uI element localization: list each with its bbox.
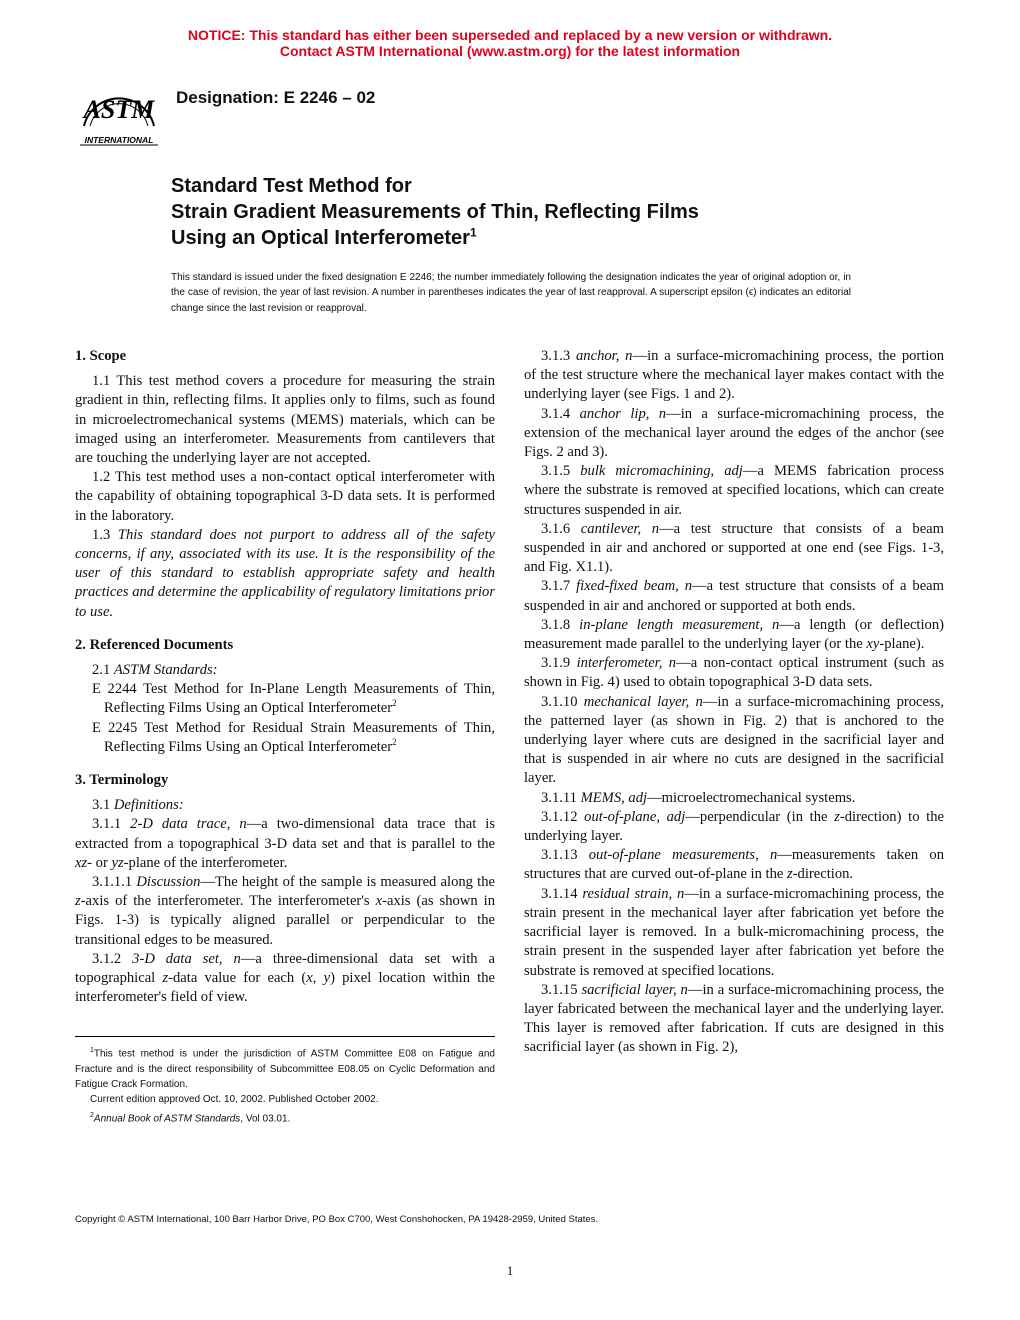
def-3-1-3	[524, 347, 944, 405]
reference-e2244	[75, 680, 495, 718]
def-3-1-9	[524, 654, 944, 692]
para-1-3	[75, 526, 495, 622]
terminology-heading: 3. Terminology	[75, 772, 169, 789]
def-3-1-1	[75, 815, 495, 873]
def-num: 3.1.11	[541, 789, 581, 806]
document-title	[171, 173, 931, 251]
def-text: -data value for each (	[168, 970, 307, 987]
def-num: 3.1.13	[541, 847, 589, 864]
logo-caption: INTERNATIONAL	[84, 135, 154, 145]
def-text: -plane).	[879, 636, 925, 653]
def-text: —a three-dimensional data set with a topographical	[75, 950, 495, 987]
def-3-1-10	[524, 693, 944, 789]
def-text: or	[92, 854, 112, 871]
scope-heading: 1. Scope	[75, 348, 127, 364]
def-term: sacrificial layer, n	[581, 981, 688, 998]
para-3-1	[75, 796, 495, 815]
def-text: —measurements taken on structures that are curved out-of-plane in the	[524, 847, 944, 883]
para-1-3-text: This standard does not purport to address all of the safety concerns, if any, associated with its use. It is the responsibility of the user of this standard to establish appropriate safety and health practices and determine the applicability of regulatory limitations prior to use.	[75, 526, 495, 620]
page-number: 1	[506, 1263, 514, 1278]
astm-logo	[76, 74, 162, 150]
def-text: —in a surface-micromachining process, the extension of the mechanical layer around the edges of the anchor (see Figs. 2 and 3).	[524, 405, 944, 461]
def-3-1-5	[524, 462, 944, 520]
referenced-heading: 2. Referenced Documents	[75, 636, 234, 653]
def-3-1-2	[75, 950, 495, 1008]
def-text: -axis of the interferometer. The interferometer's	[80, 893, 376, 910]
footnote-edition: Current edition approved Oct. 10, 2002. Published October 2002.	[90, 1094, 379, 1106]
para-1-1: 1.1 This test method covers a procedure for measuring the strain gradient in thin, reflecting films. It applies only to films, such as found in microelectromechanical systems (MEMS) materials, which can be imaged using an interferometer. Measurements from cantilevers that are touching the underlying layer are not accepted.	[75, 373, 495, 467]
right-column	[524, 347, 944, 1058]
title-footnote-mark: 1	[469, 225, 477, 240]
def-italic: yz	[111, 854, 124, 871]
copyright-line: Copyright © ASTM International, 100 Barr Harbor Drive, PO Box C700, West Conshohocken, PA 19428-2959, United States.	[75, 1214, 599, 1225]
para-2-1-text: ASTM Standards:	[113, 662, 218, 679]
reference-e2245-fn: 2	[392, 737, 397, 747]
def-text: —in a surface-micromachining process, the strain present in the mechanical layer after fabrication yet before the sacrificial layer is removed. In a bulk-micromachining process, the strain present in the suspended layer after fabrication yet before the substrate is removed at specified locations.	[524, 885, 944, 979]
def-text: —a MEMS fabrication process where the substrate is removed at specified locations, which can create structures suspended in air.	[524, 463, 944, 518]
issued-note: This standard is issued under the fixed designation E 2246; the number immediately following the designation indicates the year of original adoption or, in the case of revision, the year of last revision. A number in parentheses indicates the year of last reapproval. A superscript epsilon (ϵ) indicates an editorial change since the last revision or reapproval.	[171, 272, 851, 314]
def-text: ) pixel location within the interferometer's field of view.	[75, 970, 496, 1006]
para-1-3-num: 1.3	[92, 526, 118, 543]
def-text: —a test structure that consists of a beam suspended in air and anchored or supported at both ends.	[524, 578, 944, 614]
reference-e2245	[75, 719, 495, 757]
def-num: 3.1.9	[541, 655, 577, 672]
def-3-1-14	[524, 885, 944, 981]
title-line-2: Strain Gradient Measurements of Thin, Reflecting Films	[171, 201, 699, 223]
def-text: -direction) to the underlying layer.	[524, 808, 944, 845]
def-italic: x	[375, 893, 383, 910]
def-text: —a two-dimensional data trace that is extracted from a topographical 3-D data set and that is parallel to the	[75, 816, 495, 852]
def-num: 3.1.2	[92, 950, 133, 967]
def-italic: xz-	[75, 854, 93, 871]
def-term: fixed-fixed beam, n	[576, 578, 693, 595]
def-text: -axis (as shown in Figs. 1-3) is typically aligned parallel or perpendicular to the transitional edges to be measured.	[75, 893, 495, 948]
def-3-1-1-1	[75, 873, 495, 950]
para-3-1-num: 3.1	[92, 797, 114, 814]
def-italic: z	[787, 866, 793, 883]
footnote-2-text: , Vol 03.01.	[240, 1112, 291, 1124]
def-num: 3.1.1.1	[92, 874, 137, 891]
def-3-1-7	[524, 577, 944, 615]
def-term: 2-D data trace, n	[130, 816, 247, 833]
def-text: —in a surface-micromachining process, the patterned layer (as shown in Fig. 2) that is anchored to the underlying layer where cuts are designed in the sacrificial layer and that is suspended in air where no cuts are designed in the sacrificial layer.	[524, 693, 944, 787]
def-italic: z	[75, 893, 81, 910]
def-3-1-4	[524, 405, 944, 463]
notice-line-2: Contact ASTM International (www.astm.org) for the latest information	[279, 43, 741, 59]
footnote-2-italic: Annual Book of ASTM Standards	[93, 1112, 241, 1124]
def-italic: x	[306, 970, 313, 987]
def-3-1-8	[524, 616, 944, 654]
def-num: 3.1.8	[541, 616, 580, 633]
left-column	[75, 347, 495, 1008]
def-term: anchor lip, n	[579, 405, 667, 422]
para-3-1-text: Definitions:	[113, 797, 184, 814]
para-2-1-num: 2.1	[92, 662, 114, 679]
def-term: 3-D data set, n	[132, 950, 241, 967]
def-num: 3.1.5	[541, 463, 581, 480]
def-3-1-12	[524, 808, 944, 846]
def-num: 3.1.15	[541, 981, 582, 998]
supersede-notice	[0, 27, 1020, 59]
reference-e2245-text: E 2245 Test Method for Residual Strain Measurements of Thin, Reflecting Films Using an Optical Interferometer	[92, 719, 495, 755]
notice-line-1: NOTICE: This standard has either been superseded and replaced by a new version or withdrawn.	[187, 27, 833, 43]
def-text: —microelectromechanical systems.	[647, 789, 856, 806]
def-num: 3.1.7	[541, 578, 577, 595]
def-term: residual strain, n	[582, 885, 685, 902]
def-term: cantilever, n	[580, 520, 660, 537]
def-italic: z	[162, 970, 169, 987]
def-term: out-of-plane measurements, n	[588, 847, 778, 864]
reference-e2244-text: E 2244 Test Method for In-Plane Length Measurements of Thin, Reflecting Films Using an Optical Interferometer	[92, 681, 495, 717]
def-term: interferometer, n	[576, 655, 677, 672]
def-term: in-plane length measurement, n	[579, 616, 780, 633]
para-1-2: 1.2 This test method uses a non-contact optical interferometer with the capability of obtaining topographical 3-D data sets. It is performed in the laboratory.	[75, 469, 495, 524]
def-text: —a non-contact optical instrument (such as shown in Fig. 4) used to obtain topographical 3-D data sets.	[524, 655, 945, 691]
def-num: 3.1.6	[541, 520, 581, 537]
def-text: —in a surface-micromachining process, the portion of the test structure where the mechanical layer makes contact with the underlying layer (see Figs. 1 and 2).	[524, 348, 944, 403]
def-3-1-13	[524, 846, 944, 884]
def-text: -plane of the interferometer.	[123, 854, 288, 871]
def-num: 3.1.12	[541, 808, 585, 825]
def-3-1-15	[524, 981, 944, 1058]
title-line-1: Standard Test Method for	[171, 175, 412, 197]
footnote-1-mark: 1	[90, 1047, 94, 1054]
def-text: —perpendicular (in the	[685, 808, 835, 825]
def-italic: xy	[866, 636, 880, 653]
def-text: -direction.	[792, 866, 854, 883]
def-term: anchor, n	[576, 348, 633, 364]
def-italic: z	[834, 808, 840, 825]
def-3-1-6	[524, 520, 944, 578]
para-2-1	[75, 661, 495, 680]
def-term: bulk micromachining, adj	[580, 463, 743, 480]
footnote-2-mark: 2	[90, 1111, 94, 1119]
def-text: —in a surface-micromachining process, the layer fabricated between the mechanical layer and the underlying layer. This layer is removed after fabrication. If cuts are designed in this sacrificial layer (as shown in Fig. 2),	[524, 981, 944, 1056]
def-num: 3.1.4	[541, 405, 580, 422]
def-num: 3.1.1	[92, 816, 131, 833]
footnote-1	[75, 1043, 495, 1092]
def-term: MEMS, adj	[580, 789, 648, 806]
footnote-2	[75, 1108, 495, 1127]
def-num: 3.1.14	[541, 885, 583, 902]
reference-e2244-fn: 2	[392, 698, 397, 709]
def-text: —a test structure that consists of a beam suspended in air and anchored or supported at one end (see Figs. 1-3, and Fig. X1.1).	[524, 520, 944, 576]
def-text: —a length (or deflection) measurement made parallel to the underlying layer (or the	[524, 616, 945, 653]
designation: Designation: E 2246 – 02	[176, 88, 376, 107]
def-num: 3.1.10	[541, 693, 584, 710]
def-term: Discussion	[136, 874, 201, 891]
footnote-1-text: This test method is under the jurisdiction of ASTM Committee E08 on Fatigue and Fracture and is the direct responsibility of Subcommittee E08.05 on Cyclic Deformation and Fatigue Crack Formation.	[75, 1048, 495, 1090]
def-italic: y	[323, 970, 331, 987]
def-num: 3.1.3	[541, 348, 576, 364]
def-term: mechanical layer, n	[583, 693, 703, 710]
footnotes	[75, 1036, 495, 1126]
title-line-3-text: Using an Optical Interferometer	[171, 227, 470, 249]
title-line-3	[171, 225, 931, 251]
def-term: out-of-plane, adj	[584, 808, 686, 825]
logo-letters: ASTM	[83, 95, 155, 124]
def-text: ,	[312, 970, 324, 987]
def-text: —The height of the sample is measured along the	[200, 874, 495, 891]
def-3-1-11	[524, 789, 944, 808]
